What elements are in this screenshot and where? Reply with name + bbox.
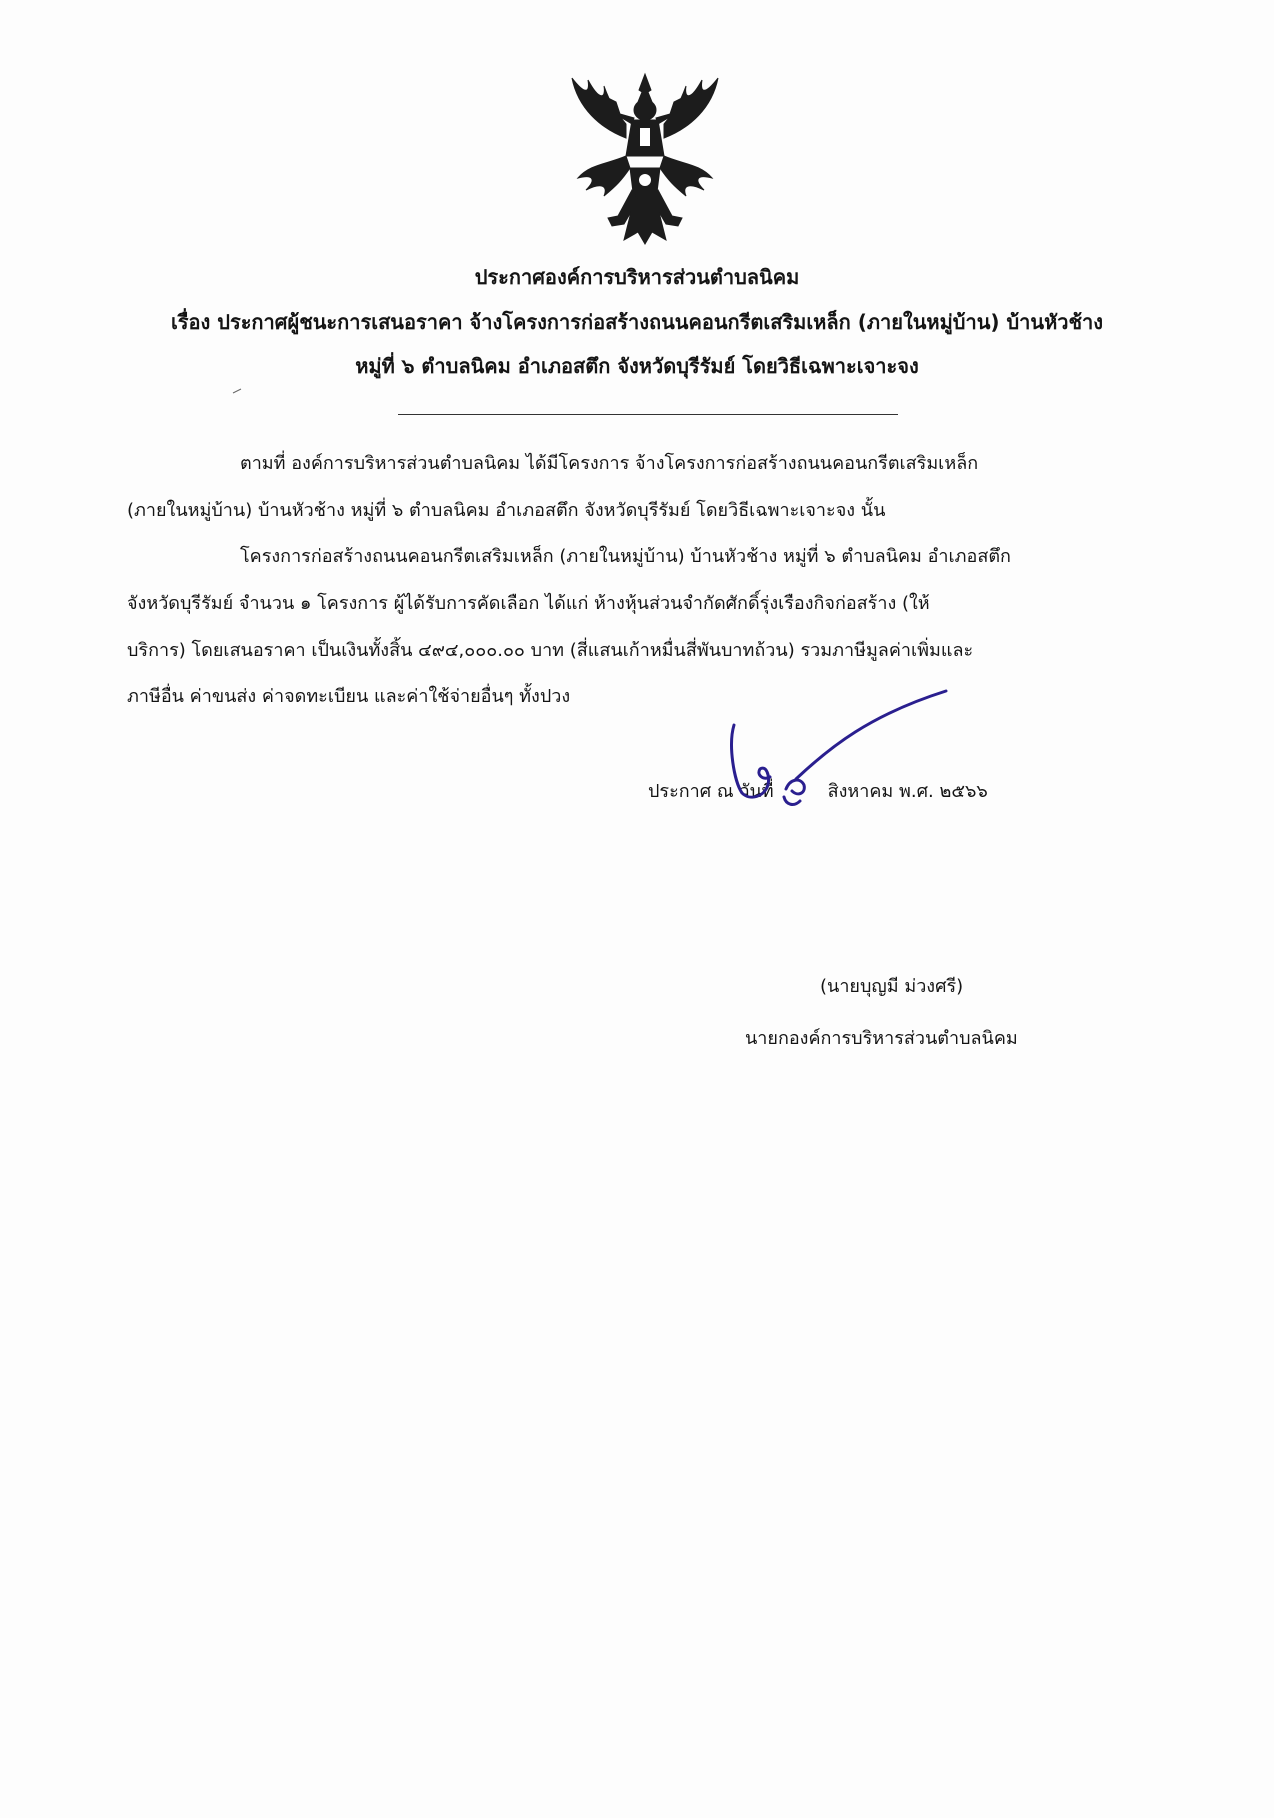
body-line: ภาษีอื่น ค่าขนส่ง ค่าจดทะเบียน และค่าใช้จ่ายอื่นๆ ทั้งปวง xyxy=(127,686,571,707)
signatory-title: นายกองค์การบริหารส่วนตำบลนิคม xyxy=(745,1028,1018,1049)
announcement-subject: เรื่อง ประกาศผู้ชนะการเสนอราคา จ้างโครงการก่อสร้างถนนคอนกรีตเสริมเหล็ก (ภายในหมู่บ้าน) บ้านหัวช้าง xyxy=(170,310,1104,334)
garuda-emblem-icon xyxy=(560,68,730,248)
stray-mark xyxy=(232,388,242,394)
signatory-name: (นายบุญมี ม่วงศรี) xyxy=(820,976,964,997)
body-line: ตามที่ องค์การบริหารส่วนตำบลนิคม ได้มีโครงการ จ้างโครงการก่อสร้างถนนคอนกรีตเสริมเหล็ก xyxy=(240,453,979,474)
announcement-title: ประกาศองค์การบริหารส่วนตำบลนิคม xyxy=(474,265,800,289)
title-divider xyxy=(398,414,898,415)
body-line: โครงการก่อสร้างถนนคอนกรีตเสริมเหล็ก (ภายในหมู่บ้าน) บ้านหัวช้าง หมู่ที่ ๖ ตำบลนิคม อำเภอสตึก xyxy=(240,546,1011,567)
body-line: บริการ) โดยเสนอราคา เป็นเงินทั้งสิ้น ๔๙๔,๐๐๐.๐๐ บาท (สี่แสนเก้าหมื่นสี่พันบาทถ้วน) รวมภาษีมูลค่าเพิ่มและ xyxy=(127,640,974,661)
date-month-year: สิงหาคม พ.ศ. ๒๕๖๖ xyxy=(827,781,988,802)
body-line: (ภายในหมู่บ้าน) บ้านหัวช้าง หมู่ที่ ๖ ตำบลนิคม อำเภอสตึก จังหวัดบุรีรัมย์ โดยวิธีเฉพาะเจาะจง นั้น xyxy=(127,500,886,521)
date-prefix: ประกาศ ณ วันที่ xyxy=(648,781,774,802)
handwritten-date-signature-icon xyxy=(720,685,960,820)
announcement-subject-cont: หมู่ที่ ๖ ตำบลนิคม อำเภอสตึก จังหวัดบุรีรัมย์ โดยวิธีเฉพาะเจาะจง xyxy=(355,354,919,378)
body-line: จังหวัดบุรีรัมย์ จำนวน ๑ โครงการ ผู้ได้รับการคัดเลือก ได้แก่ ห้างหุ้นส่วนจำกัดศักดิ์รุ่งเรืองกิจก่อสร้าง (ให้ xyxy=(127,593,930,614)
